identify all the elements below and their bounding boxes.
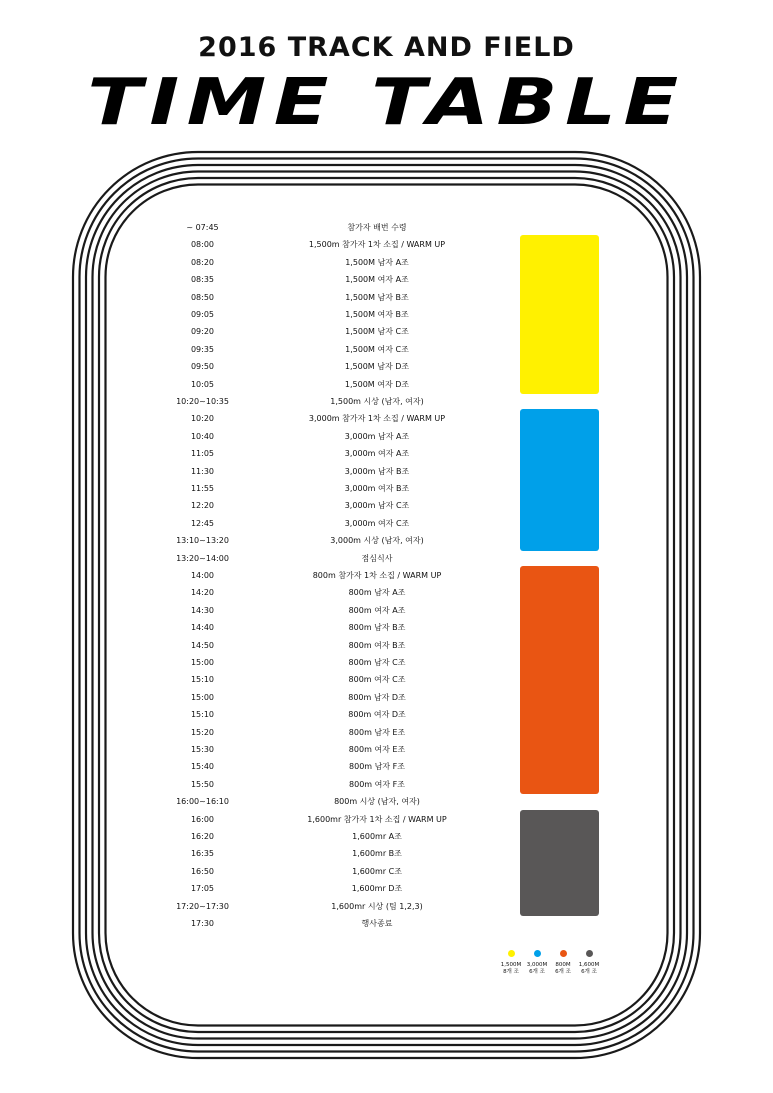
- schedule-row: [150, 445, 470, 462]
- schedule-event: 800m 남자 F조: [349, 762, 405, 772]
- schedule-time: 11:30: [190, 466, 215, 476]
- schedule-time: 14:20: [190, 588, 215, 598]
- schedule-time: 08:50: [190, 292, 215, 302]
- legend-item: [576, 950, 602, 976]
- schedule-event: 1,500M 남자 B조: [345, 292, 409, 302]
- schedule-row: [150, 515, 470, 532]
- schedule-time: 15:00: [190, 658, 215, 667]
- schedule-row: [150, 619, 470, 636]
- schedule-event: 1,600mr 참가자 1차 소집 / WARM UP: [307, 814, 447, 824]
- schedule-time: 11:05: [190, 449, 215, 459]
- schedule-time: 14:50: [190, 640, 215, 650]
- schedule-row: [150, 410, 470, 427]
- schedule-time: ~ 07:45: [186, 223, 219, 232]
- schedule-event: 3,000m 여자 C조: [344, 518, 410, 528]
- schedule-event: 800m 여자 D조: [348, 710, 406, 720]
- schedule-row: [150, 898, 470, 915]
- schedule-time: 09:05: [190, 310, 215, 319]
- schedule-row: [150, 584, 470, 601]
- schedule-row: [150, 793, 470, 810]
- schedule-event: 800m 남자 A조: [348, 588, 406, 598]
- schedule-row: [150, 271, 470, 288]
- schedule-row: [150, 480, 470, 497]
- schedule-event: 점심식사: [361, 553, 393, 563]
- legend-sub-label: 6개 조: [581, 969, 597, 975]
- schedule-event: 800m 남자 E조: [348, 727, 406, 737]
- schedule-event: 800m 여자 F조: [349, 779, 405, 789]
- schedule-event: 1,500M 여자 B조: [345, 310, 409, 319]
- legend-item: [524, 950, 550, 976]
- schedule-event: 1,500M 여자 D조: [344, 379, 410, 389]
- schedule-event: 1,500M 여자 A조: [345, 275, 409, 285]
- schedule-row: [150, 671, 470, 688]
- schedule-time: 10:20~10:35: [176, 397, 229, 406]
- schedule-time: 15:40: [190, 762, 215, 772]
- schedule-time: 16:00: [190, 814, 215, 824]
- page-title: TIME TABLE: [87, 66, 686, 140]
- schedule-time: 15:00: [190, 692, 215, 702]
- schedule-time: 09:50: [190, 362, 215, 372]
- schedule-row: [150, 637, 470, 654]
- schedule-time: 14:30: [190, 605, 215, 615]
- legend-sub-label: 6개 조: [555, 969, 571, 975]
- schedule-event: 800m 여자 C조: [348, 675, 406, 685]
- schedule-time: 09:20: [190, 327, 215, 337]
- schedule-event: 1,500m 참가자 1차 소집 / WARM UP: [308, 240, 446, 250]
- schedule-time: 10:40: [190, 431, 215, 441]
- schedule-time: 12:45: [190, 518, 215, 528]
- schedule-time: 13:10~13:20: [176, 536, 229, 546]
- schedule-time: 13:20~14:00: [176, 553, 229, 563]
- schedule-event: 1,600mr D조: [351, 884, 403, 894]
- schedule-row: [150, 289, 470, 306]
- schedule-event: 1,600mr C조: [352, 866, 402, 876]
- schedule-time: 16:35: [190, 849, 215, 859]
- legend-dot-icon: [534, 950, 541, 957]
- schedule-event: 1,600mr 시상 (팀 1,2,3): [331, 901, 423, 911]
- legend-label: 1,600M: [578, 962, 600, 968]
- schedule-event: 800m 여자 A조: [348, 605, 406, 615]
- schedule-event: 1,500M 남자 D조: [344, 362, 410, 372]
- legend-label: 1,500M: [500, 962, 522, 968]
- schedule-time: 16:20: [190, 832, 215, 841]
- schedule-row: [150, 567, 470, 584]
- schedule-row: [150, 532, 470, 549]
- subtitle: 2016 TRACK AND FIELD: [198, 32, 575, 63]
- schedule-row: [150, 741, 470, 758]
- legend-dot-icon: [508, 950, 515, 957]
- schedule-row: [150, 863, 470, 880]
- schedule-event: 1,500M 남자 A조: [345, 257, 409, 267]
- schedule-event: 1,500m 시상 (남자, 여자): [330, 397, 424, 406]
- schedule-time: 15:30: [190, 745, 215, 754]
- schedule-row: [150, 654, 470, 671]
- schedule-row: [150, 428, 470, 445]
- schedule-row: [150, 880, 470, 897]
- schedule-time: 12:20: [190, 501, 215, 511]
- schedule-time: 11:55: [190, 484, 215, 493]
- schedule-time: 17:30: [190, 919, 215, 928]
- schedule-time: 14:00: [190, 571, 215, 580]
- schedule-event: 3,000m 여자 B조: [344, 484, 410, 493]
- schedule-time: 17:20~17:30: [176, 901, 229, 911]
- legend-dot-icon: [560, 950, 567, 957]
- schedule-event: 800m 여자 B조: [348, 640, 406, 650]
- schedule-event: 행사종료: [361, 919, 393, 928]
- legend-label: 3,000M: [526, 962, 548, 968]
- legend-item: [550, 950, 576, 976]
- legend-sub-label: 6개 조: [529, 969, 545, 975]
- schedule-row: [150, 689, 470, 706]
- legend-item: [498, 950, 524, 976]
- schedule-event: 1,500M 여자 C조: [345, 344, 409, 354]
- schedule-row: [150, 758, 470, 775]
- schedule-row: [150, 393, 470, 410]
- schedule-row: [150, 463, 470, 480]
- schedule-row: [150, 776, 470, 793]
- schedule-time: 10:20: [190, 414, 215, 424]
- schedule-row: [150, 323, 470, 340]
- schedule-event: 3,000m 시상 (남자, 여자): [330, 536, 424, 546]
- schedule-time: 15:10: [190, 710, 215, 720]
- schedule-event: 800m 남자 B조: [348, 623, 406, 633]
- schedule-event: 1,500M 남자 C조: [345, 327, 409, 337]
- schedule-row: [150, 254, 470, 271]
- schedule-row: [150, 341, 470, 358]
- schedule-event: 3,000m 여자 A조: [344, 449, 410, 459]
- schedule-event: 800m 시상 (남자, 여자): [334, 797, 420, 807]
- schedule-time: 16:00~16:10: [176, 797, 229, 807]
- schedule-event: 1,600mr B조: [352, 849, 402, 859]
- schedule-event: 800m 남자 C조: [348, 658, 406, 667]
- schedule-event: 3,000m 남자 B조: [344, 466, 410, 476]
- schedule-event: 3,000m 남자 A조: [344, 431, 410, 441]
- schedule-time: 08:35: [190, 275, 215, 285]
- schedule-row: [150, 358, 470, 375]
- schedule-event: 3,000m 남자 C조: [344, 501, 410, 511]
- schedule-row: [150, 706, 470, 723]
- schedule-row: [150, 811, 470, 828]
- event-color-block: [520, 235, 599, 394]
- schedule-event: 3,000m 참가자 1차 소집 / WARM UP: [308, 414, 446, 424]
- legend-dot-icon: [586, 950, 593, 957]
- schedule-time: 15:50: [190, 779, 215, 789]
- schedule-time: 17:05: [190, 884, 215, 894]
- schedule-time: 08:00: [190, 240, 215, 250]
- schedule-time: 10:05: [190, 379, 215, 389]
- schedule-event: 800m 여자 E조: [348, 745, 406, 754]
- schedule-time: 15:20: [190, 727, 215, 737]
- schedule-row: [150, 915, 470, 932]
- schedule-row: [150, 602, 470, 619]
- schedule-event: 1,600mr A조: [352, 832, 402, 841]
- schedule-row: [150, 376, 470, 393]
- schedule-row: [150, 219, 470, 236]
- schedule-row: [150, 306, 470, 323]
- schedule-event: 800m 참가자 1차 소집 / WARM UP: [312, 571, 442, 580]
- schedule-event: 800m 남자 D조: [348, 692, 406, 702]
- event-color-block: [520, 566, 599, 794]
- schedule-row: [150, 550, 470, 567]
- schedule-row: [150, 724, 470, 741]
- legend-label: 800M: [555, 962, 571, 968]
- schedule-row: [150, 845, 470, 862]
- schedule-time: 09:35: [190, 344, 215, 354]
- schedule-row: [150, 497, 470, 514]
- legend-sub-label: 8개 조: [503, 969, 519, 975]
- schedule-row: [150, 236, 470, 253]
- event-color-block: [520, 409, 599, 550]
- schedule-row: [150, 828, 470, 845]
- schedule-time: 15:10: [190, 675, 215, 685]
- schedule-event: 참가자 배번 수령: [347, 223, 407, 232]
- schedule-time: 16:50: [190, 866, 215, 876]
- event-color-block: [520, 810, 599, 916]
- schedule-time: 08:20: [190, 257, 215, 267]
- schedule-time: 14:40: [190, 623, 215, 633]
